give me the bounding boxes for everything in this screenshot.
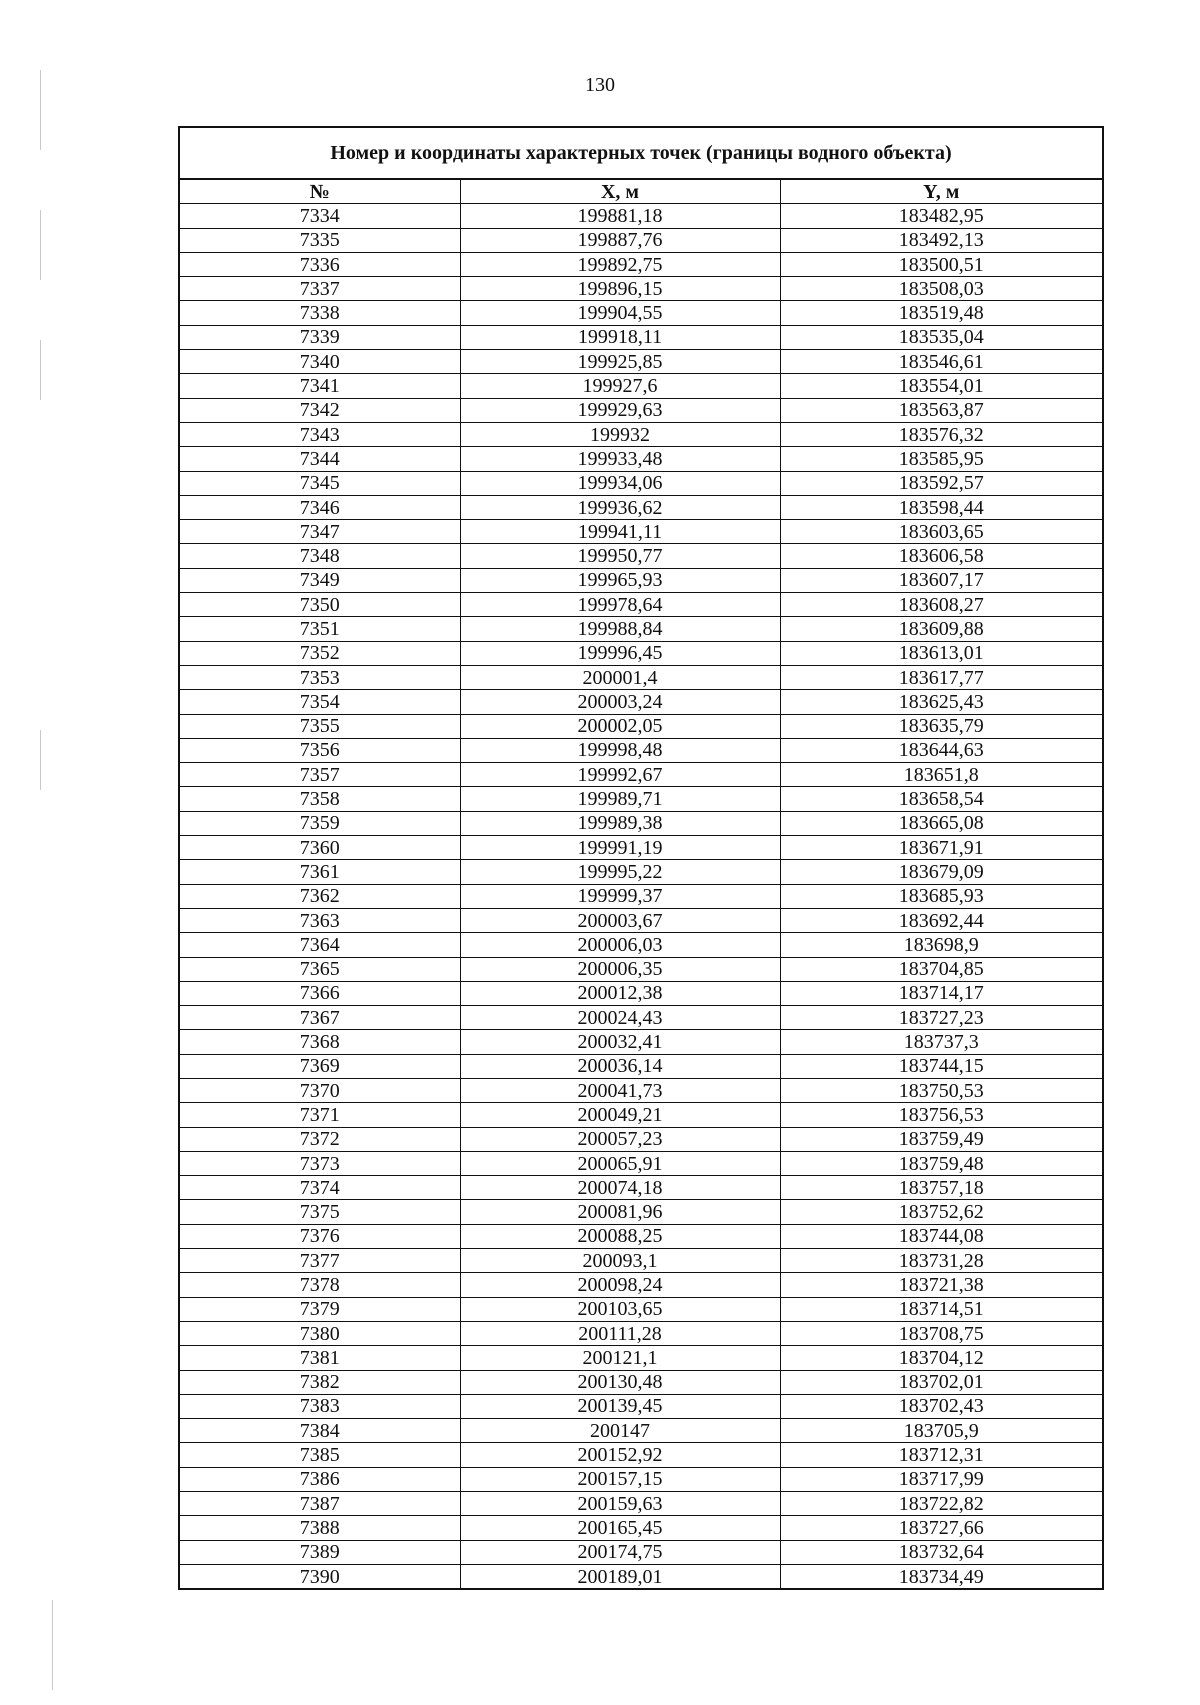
cell-y: 183727,23: [780, 1006, 1102, 1030]
cell-x: 200024,43: [460, 1006, 780, 1030]
cell-number: 7343: [180, 422, 460, 446]
table-row: [180, 884, 1102, 908]
cell-number: 7340: [180, 350, 460, 374]
cell-y: 183717,99: [780, 1467, 1102, 1491]
cell-x: 199999,37: [460, 884, 780, 908]
cell-x: 199904,55: [460, 301, 780, 325]
table-row: [180, 422, 1102, 446]
cell-number: 7351: [180, 617, 460, 641]
cell-y: 183722,82: [780, 1492, 1102, 1516]
table-row: [180, 1224, 1102, 1248]
table-caption: Номер и координаты характерных точек (границы водного объекта): [180, 128, 1102, 180]
cell-y: 183757,18: [780, 1176, 1102, 1200]
cell-y: 183679,09: [780, 860, 1102, 884]
cell-number: 7352: [180, 641, 460, 665]
table-row: [180, 1127, 1102, 1151]
table-row: [180, 520, 1102, 544]
cell-number: 7359: [180, 811, 460, 835]
cell-y: 183721,38: [780, 1273, 1102, 1297]
table-row: [180, 1030, 1102, 1054]
cell-x: 200065,91: [460, 1151, 780, 1175]
table-row: [180, 860, 1102, 884]
cell-y: 183500,51: [780, 252, 1102, 276]
cell-y: 183651,8: [780, 763, 1102, 787]
cell-y: 183609,88: [780, 617, 1102, 641]
table-row: [180, 398, 1102, 422]
cell-number: 7357: [180, 763, 460, 787]
cell-number: 7363: [180, 908, 460, 932]
cell-number: 7376: [180, 1224, 460, 1248]
table-row: [180, 1103, 1102, 1127]
cell-number: 7338: [180, 301, 460, 325]
scan-edge-mark: [52, 1600, 53, 1690]
cell-number: 7382: [180, 1370, 460, 1394]
cell-y: 183535,04: [780, 325, 1102, 349]
table-row: [180, 665, 1102, 689]
cell-y: 183617,77: [780, 665, 1102, 689]
table-row: [180, 495, 1102, 519]
cell-y: 183759,49: [780, 1127, 1102, 1151]
table-row: [180, 204, 1102, 228]
cell-x: 200081,96: [460, 1200, 780, 1224]
cell-x: 200041,73: [460, 1078, 780, 1102]
cell-number: 7361: [180, 860, 460, 884]
cell-number: 7389: [180, 1540, 460, 1564]
cell-y: 183759,48: [780, 1151, 1102, 1175]
cell-y: 183756,53: [780, 1103, 1102, 1127]
cell-number: 7347: [180, 520, 460, 544]
cell-number: 7387: [180, 1492, 460, 1516]
cell-number: 7375: [180, 1200, 460, 1224]
cell-y: 183704,85: [780, 957, 1102, 981]
cell-x: 200152,92: [460, 1443, 780, 1467]
cell-number: 7342: [180, 398, 460, 422]
cell-number: 7369: [180, 1054, 460, 1078]
cell-x: 199992,67: [460, 763, 780, 787]
table-row: [180, 1200, 1102, 1224]
cell-y: 183563,87: [780, 398, 1102, 422]
cell-y: 183644,63: [780, 738, 1102, 762]
cell-number: 7377: [180, 1249, 460, 1273]
cell-x: 199950,77: [460, 544, 780, 568]
table-row: [180, 1273, 1102, 1297]
table-row: [180, 1054, 1102, 1078]
cell-x: 199965,93: [460, 568, 780, 592]
table-row: [180, 908, 1102, 932]
table-row: [180, 836, 1102, 860]
cell-number: 7383: [180, 1394, 460, 1418]
table-row: [180, 1321, 1102, 1345]
cell-x: 200088,25: [460, 1224, 780, 1248]
cell-y: 183734,49: [780, 1564, 1102, 1588]
cell-x: 200189,01: [460, 1564, 780, 1588]
cell-number: 7384: [180, 1419, 460, 1443]
cell-x: 200093,1: [460, 1249, 780, 1273]
table-row: [180, 1564, 1102, 1588]
table-row: [180, 252, 1102, 276]
cell-x: 199892,75: [460, 252, 780, 276]
cell-y: 183705,9: [780, 1419, 1102, 1443]
cell-y: 183519,48: [780, 301, 1102, 325]
cell-number: 7390: [180, 1564, 460, 1588]
table-row: [180, 738, 1102, 762]
cell-number: 7386: [180, 1467, 460, 1491]
cell-number: 7354: [180, 690, 460, 714]
cell-x: 199978,64: [460, 593, 780, 617]
cell-x: 200139,45: [460, 1394, 780, 1418]
table-row: [180, 1006, 1102, 1030]
column-header-x: X, м: [460, 180, 780, 204]
page-number: 130: [585, 74, 615, 96]
table-row: [180, 1443, 1102, 1467]
column-header-number: №: [180, 180, 460, 204]
cell-x: 200003,67: [460, 908, 780, 932]
cell-y: 183607,17: [780, 568, 1102, 592]
cell-x: 200003,24: [460, 690, 780, 714]
cell-y: 183613,01: [780, 641, 1102, 665]
cell-number: 7366: [180, 981, 460, 1005]
cell-x: 199896,15: [460, 277, 780, 301]
table-row: [180, 763, 1102, 787]
cell-y: 183554,01: [780, 374, 1102, 398]
cell-x: 200098,24: [460, 1273, 780, 1297]
cell-x: 200049,21: [460, 1103, 780, 1127]
cell-number: 7339: [180, 325, 460, 349]
cell-y: 183692,44: [780, 908, 1102, 932]
cell-y: 183714,17: [780, 981, 1102, 1005]
cell-number: 7372: [180, 1127, 460, 1151]
table-row: [180, 1492, 1102, 1516]
cell-number: 7364: [180, 933, 460, 957]
table-row: [180, 301, 1102, 325]
table-row: [180, 1078, 1102, 1102]
cell-x: 199995,22: [460, 860, 780, 884]
cell-y: 183665,08: [780, 811, 1102, 835]
table-row: [180, 1540, 1102, 1564]
cell-number: 7368: [180, 1030, 460, 1054]
cell-number: 7335: [180, 228, 460, 252]
cell-y: 183603,65: [780, 520, 1102, 544]
table-row: [180, 641, 1102, 665]
table-row: [180, 1151, 1102, 1175]
cell-x: 200174,75: [460, 1540, 780, 1564]
cell-x: 199934,06: [460, 471, 780, 495]
header-row: [180, 180, 1102, 204]
cell-y: 183606,58: [780, 544, 1102, 568]
cell-x: 200159,63: [460, 1492, 780, 1516]
cell-y: 183635,79: [780, 714, 1102, 738]
cell-number: 7381: [180, 1346, 460, 1370]
cell-number: 7358: [180, 787, 460, 811]
cell-number: 7336: [180, 252, 460, 276]
cell-number: 7341: [180, 374, 460, 398]
cell-x: 199887,76: [460, 228, 780, 252]
cell-number: 7370: [180, 1078, 460, 1102]
table-row: [180, 471, 1102, 495]
cell-y: 183708,75: [780, 1321, 1102, 1345]
cell-y: 183731,28: [780, 1249, 1102, 1273]
cell-x: 199932: [460, 422, 780, 446]
cell-number: 7374: [180, 1176, 460, 1200]
cell-x: 200032,41: [460, 1030, 780, 1054]
table-row: [180, 1419, 1102, 1443]
table-row: [180, 1346, 1102, 1370]
scan-edge-mark: [40, 340, 41, 400]
table-row: [180, 325, 1102, 349]
cell-number: 7371: [180, 1103, 460, 1127]
cell-number: 7385: [180, 1443, 460, 1467]
cell-y: 183732,64: [780, 1540, 1102, 1564]
cell-x: 200165,45: [460, 1516, 780, 1540]
cell-x: 199941,11: [460, 520, 780, 544]
table-row: [180, 957, 1102, 981]
cell-y: 183508,03: [780, 277, 1102, 301]
cell-y: 183744,08: [780, 1224, 1102, 1248]
cell-y: 183744,15: [780, 1054, 1102, 1078]
cell-number: 7344: [180, 447, 460, 471]
cell-x: 200006,35: [460, 957, 780, 981]
cell-x: 200103,65: [460, 1297, 780, 1321]
table-row: [180, 1176, 1102, 1200]
cell-number: 7365: [180, 957, 460, 981]
cell-number: 7373: [180, 1151, 460, 1175]
cell-x: 200036,14: [460, 1054, 780, 1078]
cell-x: 199988,84: [460, 617, 780, 641]
cell-y: 183625,43: [780, 690, 1102, 714]
cell-number: 7349: [180, 568, 460, 592]
cell-y: 183685,93: [780, 884, 1102, 908]
column-header-y: Y, м: [780, 180, 1102, 204]
cell-y: 183704,12: [780, 1346, 1102, 1370]
cell-number: 7337: [180, 277, 460, 301]
cell-x: 200111,28: [460, 1321, 780, 1345]
cell-x: 200147: [460, 1419, 780, 1443]
cell-x: 200006,03: [460, 933, 780, 957]
cell-x: 199989,71: [460, 787, 780, 811]
cell-number: 7380: [180, 1321, 460, 1345]
cell-x: 199927,6: [460, 374, 780, 398]
table-row: [180, 690, 1102, 714]
scan-edge-mark: [40, 210, 41, 280]
cell-y: 183712,31: [780, 1443, 1102, 1467]
cell-x: 199998,48: [460, 738, 780, 762]
cell-x: 200002,05: [460, 714, 780, 738]
cell-y: 183752,62: [780, 1200, 1102, 1224]
cell-y: 183546,61: [780, 350, 1102, 374]
cell-y: 183702,01: [780, 1370, 1102, 1394]
table-row: [180, 447, 1102, 471]
cell-y: 183585,95: [780, 447, 1102, 471]
cell-number: 7353: [180, 665, 460, 689]
cell-y: 183714,51: [780, 1297, 1102, 1321]
cell-number: 7350: [180, 593, 460, 617]
table-row: [180, 350, 1102, 374]
table-row: [180, 1516, 1102, 1540]
table-row: [180, 1249, 1102, 1273]
table-row: [180, 811, 1102, 835]
cell-x: 200121,1: [460, 1346, 780, 1370]
table-row: [180, 787, 1102, 811]
cell-x: 199918,11: [460, 325, 780, 349]
cell-y: 183698,9: [780, 933, 1102, 957]
cell-x: 199881,18: [460, 204, 780, 228]
cell-number: 7348: [180, 544, 460, 568]
table-row: [180, 228, 1102, 252]
cell-y: 183750,53: [780, 1078, 1102, 1102]
scan-edge-mark: [40, 730, 41, 790]
cell-number: 7378: [180, 1273, 460, 1297]
cell-x: 200074,18: [460, 1176, 780, 1200]
table-row: [180, 981, 1102, 1005]
table-row: [180, 1370, 1102, 1394]
cell-y: 183737,3: [780, 1030, 1102, 1054]
table-row: [180, 1297, 1102, 1321]
table-row: [180, 1467, 1102, 1491]
cell-y: 183482,95: [780, 204, 1102, 228]
cell-number: 7367: [180, 1006, 460, 1030]
cell-y: 183658,54: [780, 787, 1102, 811]
cell-x: 200012,38: [460, 981, 780, 1005]
cell-y: 183598,44: [780, 495, 1102, 519]
cell-number: 7360: [180, 836, 460, 860]
table-row: [180, 544, 1102, 568]
cell-number: 7362: [180, 884, 460, 908]
cell-x: 200157,15: [460, 1467, 780, 1491]
table-row: [180, 374, 1102, 398]
table-row: [180, 277, 1102, 301]
table-row: [180, 617, 1102, 641]
cell-x: 200001,4: [460, 665, 780, 689]
cell-number: 7355: [180, 714, 460, 738]
cell-number: 7356: [180, 738, 460, 762]
cell-y: 183727,66: [780, 1516, 1102, 1540]
cell-number: 7346: [180, 495, 460, 519]
cell-x: 200057,23: [460, 1127, 780, 1151]
cell-y: 183671,91: [780, 836, 1102, 860]
cell-y: 183576,32: [780, 422, 1102, 446]
cell-number: 7345: [180, 471, 460, 495]
cell-x: 199996,45: [460, 641, 780, 665]
coordinates-grid: [180, 180, 1102, 1588]
cell-x: 199933,48: [460, 447, 780, 471]
table-row: [180, 568, 1102, 592]
cell-y: 183702,43: [780, 1394, 1102, 1418]
table-row: [180, 593, 1102, 617]
cell-y: 183592,57: [780, 471, 1102, 495]
table-row: [180, 714, 1102, 738]
cell-y: 183608,27: [780, 593, 1102, 617]
cell-x: 199936,62: [460, 495, 780, 519]
cell-x: 200130,48: [460, 1370, 780, 1394]
cell-x: 199989,38: [460, 811, 780, 835]
cell-y: 183492,13: [780, 228, 1102, 252]
cell-number: 7388: [180, 1516, 460, 1540]
cell-number: 7379: [180, 1297, 460, 1321]
cell-x: 199925,85: [460, 350, 780, 374]
cell-x: 199991,19: [460, 836, 780, 860]
cell-x: 199929,63: [460, 398, 780, 422]
cell-number: 7334: [180, 204, 460, 228]
table-row: [180, 933, 1102, 957]
table-row: [180, 1394, 1102, 1418]
coordinates-table: [178, 126, 1104, 1590]
